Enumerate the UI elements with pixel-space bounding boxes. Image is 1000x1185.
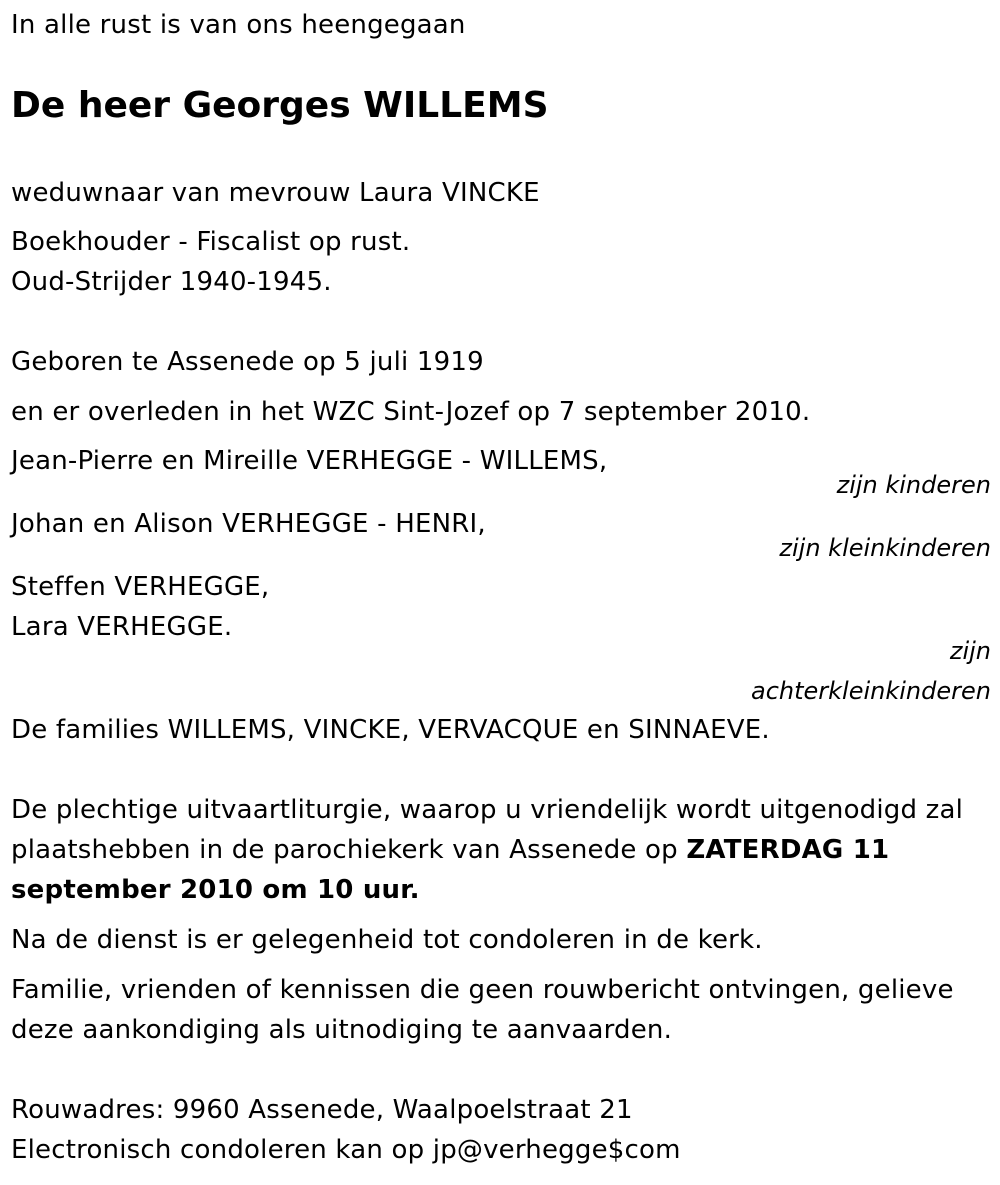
great-grandchildren-role-2: achterkleinkinderen bbox=[751, 677, 991, 705]
great-grandchild-2: Lara VERHEGGE. bbox=[11, 612, 233, 642]
mourning-address: Rouwadres: 9960 Assenede, Waalpoelstraat 21 bbox=[11, 1095, 633, 1125]
deceased-name: De heer Georges WILLEMS bbox=[11, 85, 549, 126]
liturgy-line-1: De plechtige uitvaartliturgie, waarop u vriendelijk wordt uitgenodigd zal bbox=[11, 795, 964, 825]
condolences-text: Na de dienst is er gelegenheid tot condoleren in de kerk. bbox=[11, 925, 763, 955]
liturgy-date-time: september 2010 om 10 uur. bbox=[11, 875, 420, 905]
intro-text: In alle rust is van ons heengegaan bbox=[11, 10, 466, 40]
liturgy-line-2-plain: plaatshebben in de parochiekerk van Assenede op bbox=[11, 835, 687, 865]
invitation-line-1: Familie, vrienden of kennissen die geen rouwbericht ontvingen, gelieve bbox=[11, 975, 954, 1005]
grandchildren-role: zijn kleinkinderen bbox=[779, 534, 991, 562]
invitation-line-2: deze aankondiging als uitnodiging te aanvaarden. bbox=[11, 1015, 673, 1045]
families-text: De families WILLEMS, VINCKE, VERVACQUE en SINNAEVE. bbox=[11, 715, 770, 745]
liturgy-date-day: ZATERDAG 11 bbox=[686, 835, 890, 865]
grandchildren-names: Johan en Alison VERHEGGE - HENRI, bbox=[11, 509, 486, 539]
email-condolence[interactable]: Electronisch condoleren kan op jp@verhegge$com bbox=[11, 1135, 681, 1165]
profession-text: Boekhouder - Fiscalist op rust. bbox=[11, 227, 411, 257]
children-role: zijn kinderen bbox=[836, 471, 991, 499]
liturgy-line-2 bbox=[11, 835, 889, 865]
widower-text: weduwnaar van mevrouw Laura VINCKE bbox=[11, 178, 540, 208]
birth-text: Geboren te Assenede op 5 juli 1919 bbox=[11, 347, 484, 377]
veteran-text: Oud-Strijder 1940-1945. bbox=[11, 267, 332, 297]
great-grandchildren-role-1: zijn bbox=[949, 637, 991, 665]
children-names: Jean-Pierre en Mireille VERHEGGE - WILLEMS, bbox=[11, 446, 608, 476]
death-text: en er overleden in het WZC Sint-Jozef op 7 september 2010. bbox=[11, 397, 811, 427]
great-grandchild-1: Steffen VERHEGGE, bbox=[11, 572, 270, 602]
